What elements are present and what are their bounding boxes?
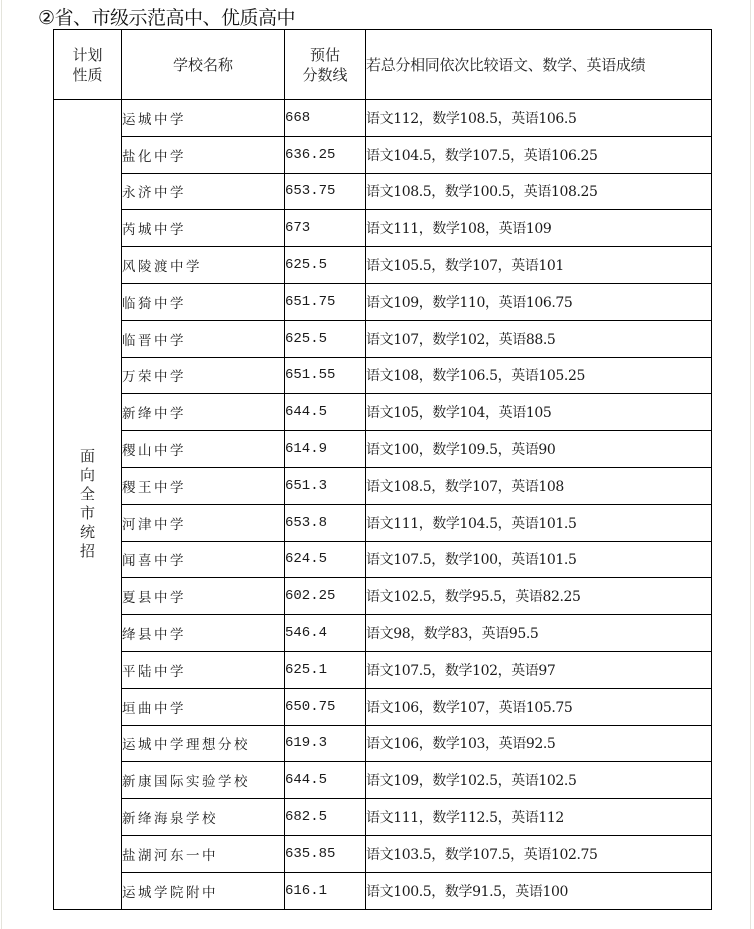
header-plan-type-line1: 计划	[72, 45, 103, 64]
school-name-cell: 河津中学	[122, 504, 285, 541]
table-row	[54, 651, 712, 688]
estimated-score-cell: 682.5	[285, 799, 366, 836]
school-name-cell: 绛县中学	[122, 615, 285, 652]
tiebreak-scores-cell: 语文100.5，数学91.5，英语100	[366, 872, 712, 909]
table-header-row	[54, 30, 712, 100]
tiebreak-scores-cell: 语文112，数学108.5，英语106.5	[366, 100, 712, 137]
estimated-score-cell: 644.5	[285, 394, 366, 431]
table-row	[54, 688, 712, 725]
school-name-cell: 夏县中学	[122, 578, 285, 615]
estimated-score-cell: 625.1	[285, 651, 366, 688]
table-row	[54, 541, 712, 578]
estimated-score-cell: 651.75	[285, 283, 366, 320]
plan-type-cell	[54, 100, 122, 910]
estimated-score-cell: 651.55	[285, 357, 366, 394]
estimated-score-cell: 673	[285, 210, 366, 247]
plan-type-char: 招	[79, 542, 95, 561]
tiebreak-scores-cell: 语文106，数学103，英语92.5	[366, 725, 712, 762]
tiebreak-scores-cell: 语文100，数学109.5，英语90	[366, 431, 712, 468]
table-row	[54, 247, 712, 284]
table-row	[54, 872, 712, 909]
school-name-cell: 芮城中学	[122, 210, 285, 247]
estimated-score-cell: 651.3	[285, 467, 366, 504]
tiebreak-scores-cell: 语文107.5，数学100，英语101.5	[366, 541, 712, 578]
table-row	[54, 320, 712, 357]
tiebreak-scores-cell: 语文102.5，数学95.5，英语82.25	[366, 578, 712, 615]
estimated-score-cell: 650.75	[285, 688, 366, 725]
tiebreak-scores-cell: 语文104.5，数学107.5，英语106.25	[366, 136, 712, 173]
table-row	[54, 615, 712, 652]
header-plan-type-line2: 性质	[72, 65, 103, 84]
estimated-score-cell: 635.85	[285, 835, 366, 872]
school-name-cell: 稷山中学	[122, 431, 285, 468]
tiebreak-scores-cell: 语文105.5，数学107，英语101	[366, 247, 712, 284]
tiebreak-scores-cell: 语文111，数学112.5，英语112	[366, 799, 712, 836]
table-row	[54, 431, 712, 468]
plan-type-char: 向	[79, 466, 95, 485]
school-name-cell: 运城中学理想分校	[122, 725, 285, 762]
school-name-cell: 稷王中学	[122, 467, 285, 504]
header-score-line1: 预估	[309, 45, 340, 64]
table-row	[54, 467, 712, 504]
table-body	[54, 100, 712, 910]
school-name-cell: 盐化中学	[122, 136, 285, 173]
table-row	[54, 835, 712, 872]
table-row	[54, 357, 712, 394]
estimated-score-cell: 602.25	[285, 578, 366, 615]
header-estimated-score	[285, 30, 366, 100]
table-row	[54, 762, 712, 799]
table-row	[54, 504, 712, 541]
tiebreak-scores-cell: 语文111，数学108，英语109	[366, 210, 712, 247]
tiebreak-scores-cell: 语文108，数学106.5，英语105.25	[366, 357, 712, 394]
tiebreak-scores-cell: 语文109，数学102.5，英语102.5	[366, 762, 712, 799]
school-name-cell: 平陆中学	[122, 651, 285, 688]
school-name-cell: 垣曲中学	[122, 688, 285, 725]
tiebreak-scores-cell: 语文107，数学102，英语88.5	[366, 320, 712, 357]
tiebreak-scores-cell: 语文105，数学104，英语105	[366, 394, 712, 431]
header-school-name: 学校名称	[122, 30, 285, 100]
estimated-score-cell: 653.8	[285, 504, 366, 541]
table-row	[54, 283, 712, 320]
tiebreak-scores-cell: 语文107.5，数学102，英语97	[366, 651, 712, 688]
table-row	[54, 136, 712, 173]
plan-type-char: 市	[79, 504, 95, 523]
estimated-score-cell: 653.75	[285, 173, 366, 210]
plan-type-char: 面	[79, 447, 95, 466]
page-edge-right	[750, 0, 751, 929]
school-name-cell: 运城学院附中	[122, 872, 285, 909]
estimated-score-cell: 614.9	[285, 431, 366, 468]
school-name-cell: 闻喜中学	[122, 541, 285, 578]
tiebreak-scores-cell: 语文98，数学83，英语95.5	[366, 615, 712, 652]
table-row	[54, 799, 712, 836]
table-row	[54, 394, 712, 431]
page-edge-left	[1, 0, 2, 929]
estimated-score-cell: 625.5	[285, 247, 366, 284]
school-name-cell: 新绛中学	[122, 394, 285, 431]
header-score-line2: 分数线	[302, 65, 348, 84]
estimated-score-cell: 636.25	[285, 136, 366, 173]
estimated-score-cell: 619.3	[285, 725, 366, 762]
school-name-cell: 永济中学	[122, 173, 285, 210]
school-name-cell: 新绛海泉学校	[122, 799, 285, 836]
school-name-cell: 临猗中学	[122, 283, 285, 320]
school-name-cell: 盐湖河东一中	[122, 835, 285, 872]
plan-type-char: 统	[79, 523, 95, 542]
tiebreak-scores-cell: 语文111，数学104.5，英语101.5	[366, 504, 712, 541]
school-name-cell: 万荣中学	[122, 357, 285, 394]
tiebreak-scores-cell: 语文108.5，数学107，英语108	[366, 467, 712, 504]
estimated-score-cell: 625.5	[285, 320, 366, 357]
school-name-cell: 临晋中学	[122, 320, 285, 357]
admission-score-table	[53, 29, 712, 910]
estimated-score-cell: 546.4	[285, 615, 366, 652]
table-row	[54, 725, 712, 762]
table-row	[54, 173, 712, 210]
estimated-score-cell: 668	[285, 100, 366, 137]
estimated-score-cell: 624.5	[285, 541, 366, 578]
table-row	[54, 210, 712, 247]
tiebreak-scores-cell: 语文108.5，数学100.5，英语108.25	[366, 173, 712, 210]
header-tiebreak: 若总分相同依次比较语文、数学、英语成绩	[366, 30, 712, 100]
estimated-score-cell: 616.1	[285, 872, 366, 909]
header-plan-type	[54, 30, 122, 100]
tiebreak-scores-cell: 语文109，数学110，英语106.75	[366, 283, 712, 320]
estimated-score-cell: 644.5	[285, 762, 366, 799]
section-title: ②省、市级示范高中、优质高中	[38, 7, 296, 29]
school-name-cell: 新康国际实验学校	[122, 762, 285, 799]
plan-type-char: 全	[79, 485, 95, 504]
table-row	[54, 100, 712, 137]
tiebreak-scores-cell: 语文106，数学107，英语105.75	[366, 688, 712, 725]
school-name-cell: 运城中学	[122, 100, 285, 137]
tiebreak-scores-cell: 语文103.5，数学107.5，英语102.75	[366, 835, 712, 872]
school-name-cell: 风陵渡中学	[122, 247, 285, 284]
table-row	[54, 578, 712, 615]
